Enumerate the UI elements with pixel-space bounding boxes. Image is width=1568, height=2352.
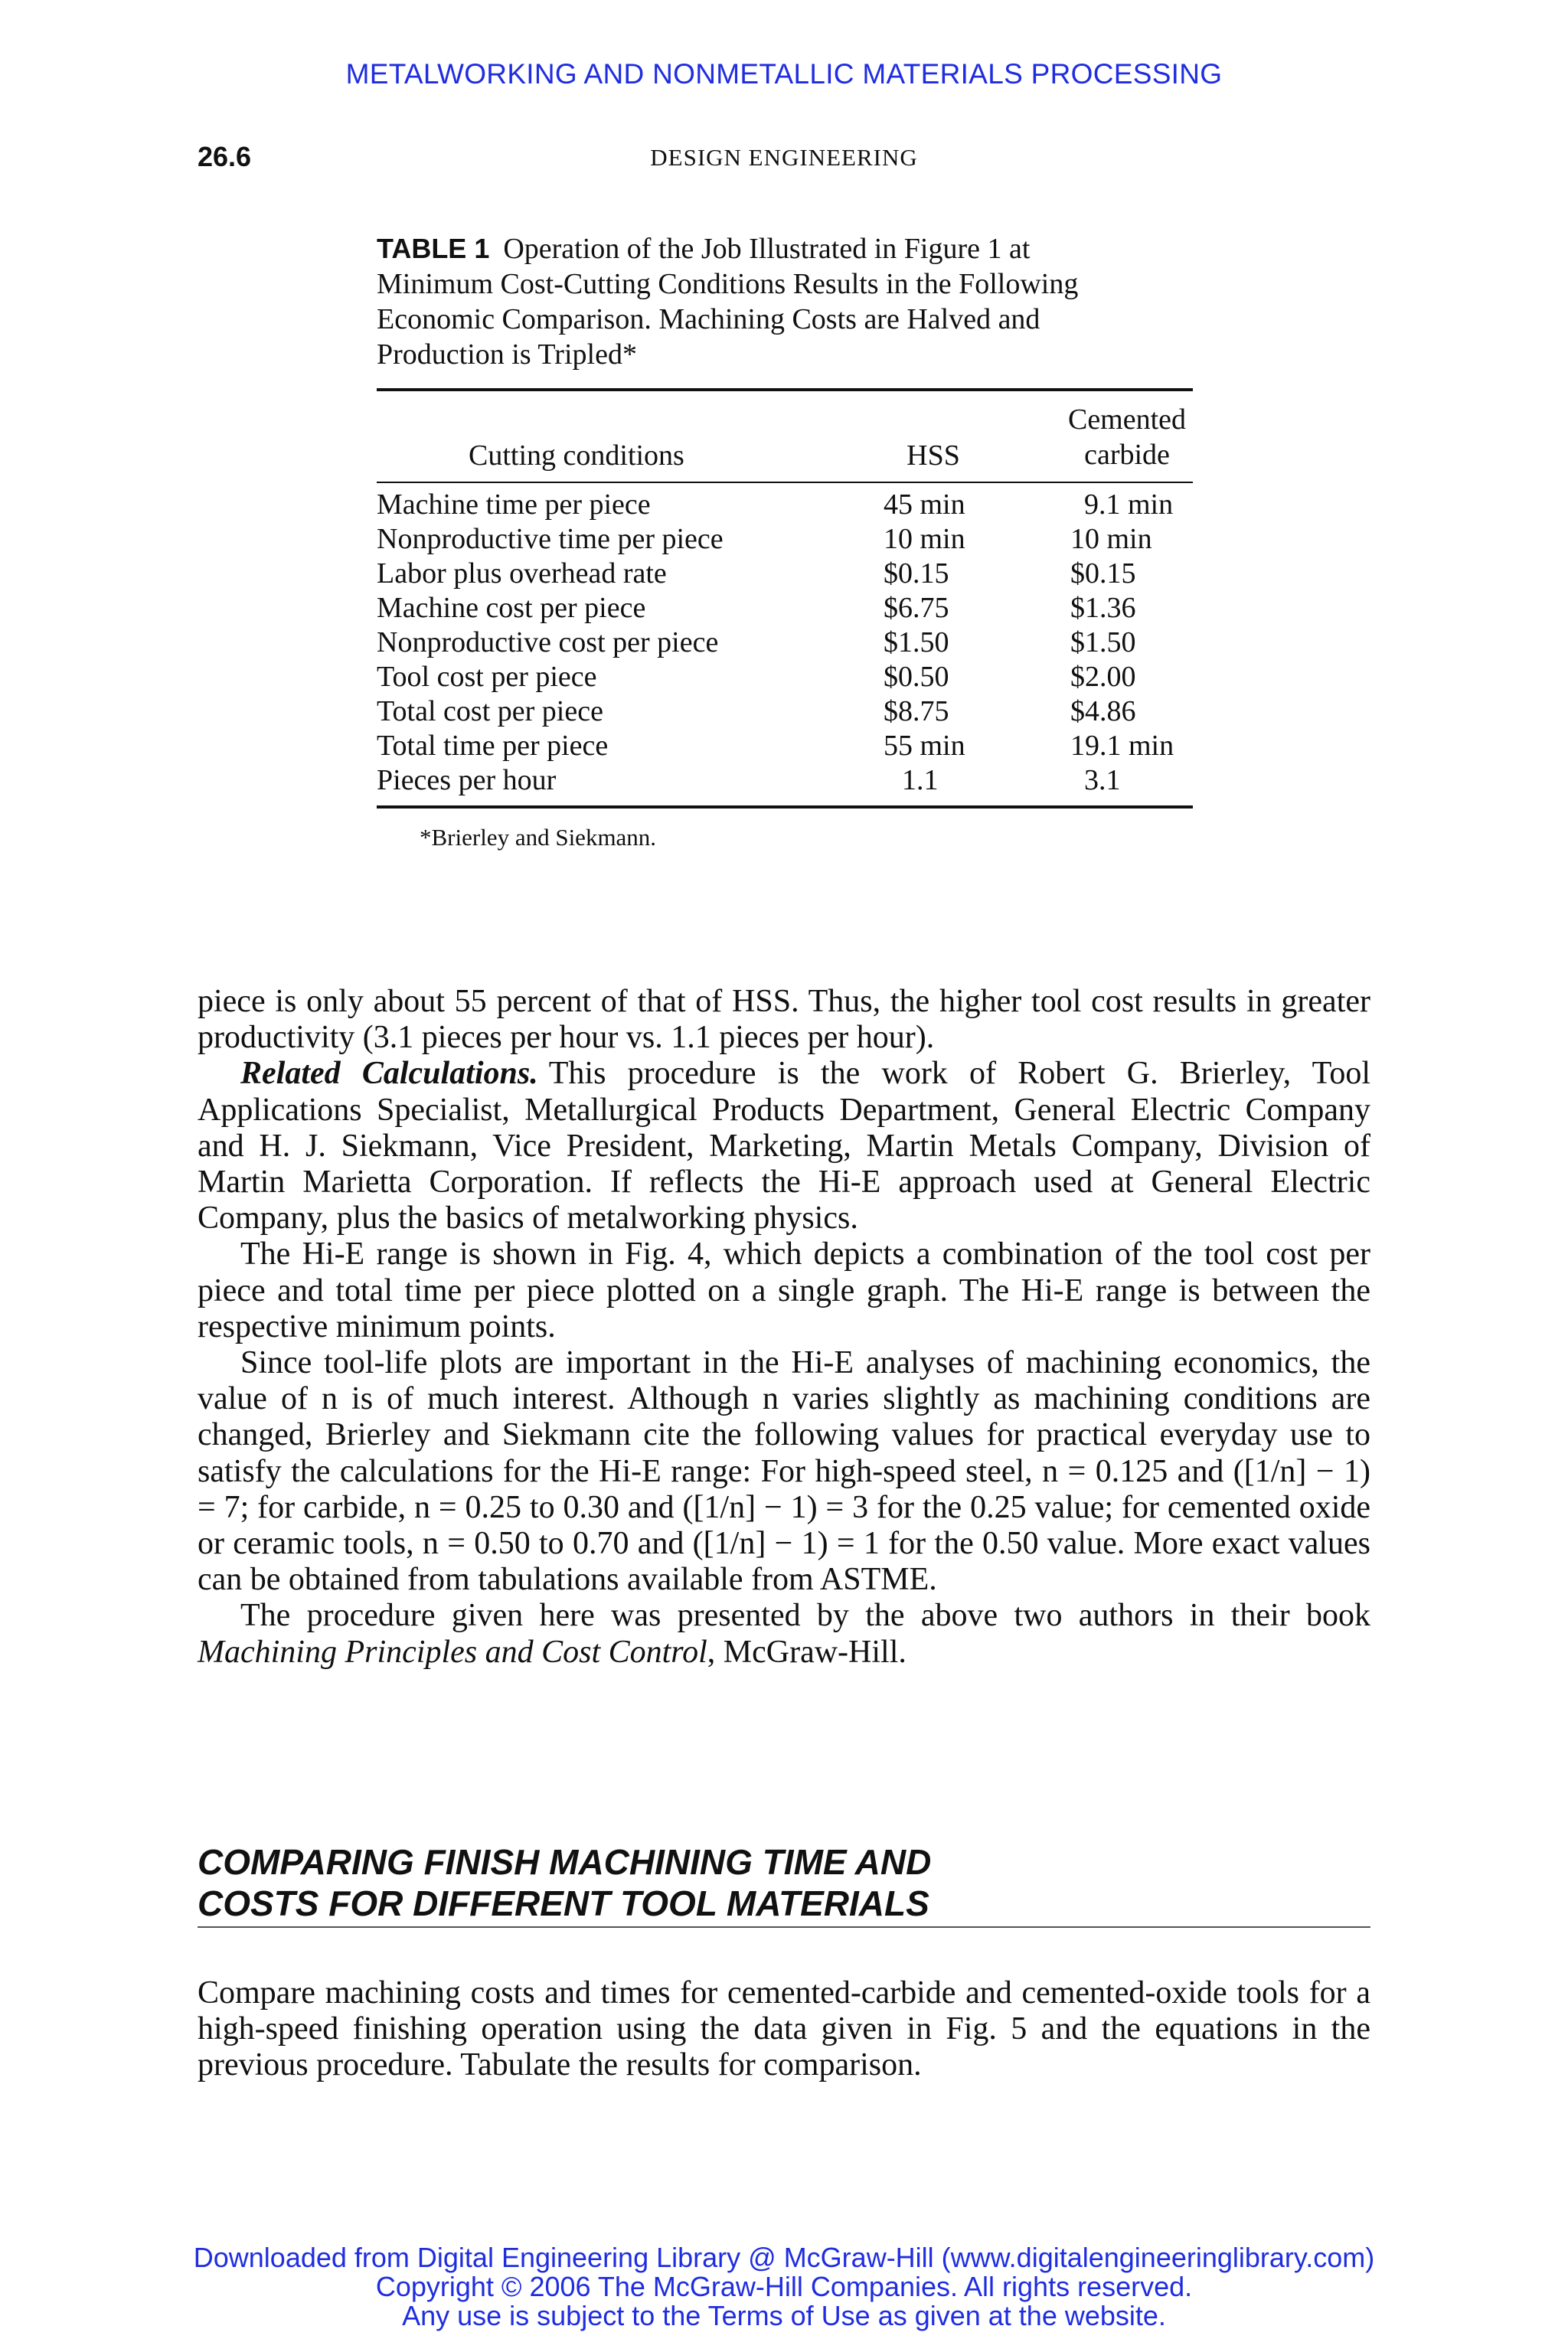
table-row bbox=[377, 763, 1193, 798]
download-footer bbox=[0, 2243, 1568, 2331]
cell-condition: Machine time per piece bbox=[377, 488, 651, 521]
cell-condition: Tool cost per piece bbox=[377, 661, 597, 693]
footer-line: Any use is subject to the Terms of Use as given at the website. bbox=[402, 2300, 1166, 2331]
table-label: TABLE 1 bbox=[377, 233, 490, 264]
section-heading bbox=[198, 1841, 931, 1924]
paragraph: Since tool-life plots are important in the Hi-E analyses of machining economics, the value of n is of much interest. Although n varies slightly as machining conditions are changed, Brierley and Siekmann cite the following values for practical everyday use to satisfy the calculations for the Hi-E range: For high-speed steel, n = 0.125 and ([1/n] − 1) = 7; for carbide, n = 0.25 to 0.30 and ([1/n] − 1) = 3 for the 0.25 value; for cemented oxide or ceramic tools, n = 0.50 to 0.70 and ([1/n] − 1) = 1 for the 0.50 value. More exact values can be obtained from tabulations available from ASTME. bbox=[198, 1345, 1370, 1598]
table-row bbox=[377, 729, 1193, 763]
run-in-heading: Related Calculations. bbox=[240, 1056, 538, 1092]
table-row bbox=[377, 591, 1193, 626]
cell-cemented: 19.1 min bbox=[1070, 730, 1174, 762]
running-head: DESIGN ENGINEERING bbox=[650, 144, 918, 171]
cell-hss: 55 min bbox=[884, 730, 965, 762]
cell-cemented: 3.1 bbox=[1084, 764, 1121, 796]
column-header-conditions: Cutting conditions bbox=[469, 439, 684, 472]
table-footnote: *Brierley and Siekmann. bbox=[420, 824, 657, 851]
table-row bbox=[377, 557, 1193, 591]
paragraph bbox=[198, 1598, 1370, 1670]
table-row bbox=[377, 488, 1193, 522]
cell-hss: $8.75 bbox=[884, 695, 949, 727]
section-intro: Compare machining costs and times for cemented-carbide and cemented-oxide tools for a high-speed finishing operation using the data given in Fig. 5 and the equations in the previous procedure. Tabulate the results for comparison. bbox=[198, 1975, 1370, 2083]
cell-cemented: 10 min bbox=[1070, 523, 1152, 555]
cell-hss: $0.50 bbox=[884, 661, 949, 693]
table-body bbox=[377, 483, 1193, 805]
cell-cemented: $0.15 bbox=[1070, 557, 1136, 590]
column-header-cemented-line2: carbide bbox=[1084, 439, 1170, 471]
cell-hss: 1.1 bbox=[902, 764, 939, 796]
table-row bbox=[377, 522, 1193, 557]
paragraph-text: The procedure given here was presented by the above two authors in their book bbox=[240, 1598, 1370, 1634]
paragraph-text: , McGraw-Hill. bbox=[707, 1634, 906, 1670]
paragraph: The Hi-E range is shown in Fig. 4, which depicts a combination of the tool cost per piece and total time per piece plotted on a single graph. The Hi-E range is between the respective minimum points. bbox=[198, 1236, 1370, 1344]
cell-cemented: $4.86 bbox=[1070, 695, 1136, 727]
cell-condition: Labor plus overhead rate bbox=[377, 557, 667, 590]
table-caption-text: Operation of the Job Illustrated in Figure 1 at bbox=[503, 233, 1031, 265]
cell-condition: Nonproductive cost per piece bbox=[377, 626, 719, 658]
cell-hss: 45 min bbox=[884, 488, 965, 521]
cell-cemented: 9.1 min bbox=[1084, 488, 1174, 521]
table-caption-line: Production is Tripled* bbox=[377, 338, 637, 371]
table-bottom-rule bbox=[377, 805, 1193, 808]
table-header-row bbox=[377, 391, 1193, 482]
table-row bbox=[377, 660, 1193, 694]
section-heading-line: COSTS FOR DIFFERENT TOOL MATERIALS bbox=[198, 1883, 929, 1923]
cell-condition: Pieces per hour bbox=[377, 764, 557, 796]
column-header-cemented-carbide bbox=[1050, 402, 1204, 472]
cell-hss: $1.50 bbox=[884, 626, 949, 658]
paragraph bbox=[198, 1056, 1370, 1236]
paragraph: piece is only about 55 percent of that of HSS. Thus, the higher tool cost results in greater productivity (3.1 pieces per hour vs. 1.1 pieces per hour). bbox=[198, 984, 1370, 1056]
footer-line: Copyright © 2006 The McGraw-Hill Companies. All rights reserved. bbox=[375, 2271, 1193, 2302]
page-number: 26.6 bbox=[198, 141, 252, 172]
column-header-cemented-line1: Cemented bbox=[1067, 403, 1187, 436]
table-caption bbox=[377, 231, 1204, 372]
cell-cemented: $2.00 bbox=[1070, 661, 1136, 693]
cell-condition: Nonproductive time per piece bbox=[377, 523, 724, 555]
cell-condition: Total cost per piece bbox=[377, 695, 603, 727]
cell-hss: $6.75 bbox=[884, 592, 949, 624]
section-heading-line: COMPARING FINISH MACHINING TIME AND bbox=[198, 1842, 932, 1882]
table-caption-line bbox=[377, 231, 1204, 266]
table-caption-line: Minimum Cost-Cutting Conditions Results in the Following bbox=[377, 268, 1079, 300]
table-row bbox=[377, 626, 1193, 660]
paragraph-text: This procedure is the work of Robert G. Brierley, Tool Applications Specialist, Metallurgical Products Department, General Electric Company and H. J. Siekmann, Vice President, Marketing, Martin Metals Company, Division of Martin Marietta Corporation. If reflects the Hi-E approach used at General Electric Company, plus the basics of metalworking physics. bbox=[198, 1056, 1370, 1236]
table-caption-line: Economic Comparison. Machining Costs are Halved and bbox=[377, 303, 1040, 335]
table-row bbox=[377, 694, 1193, 729]
cell-cemented: $1.36 bbox=[1070, 592, 1136, 624]
header-banner: METALWORKING AND NONMETALLIC MATERIALS PROCESSING bbox=[345, 58, 1223, 90]
cell-condition: Total time per piece bbox=[377, 730, 609, 762]
footer-line: Downloaded from Digital Engineering Library @ McGraw-Hill (www.digitalengineeringlibrary.com) bbox=[193, 2242, 1375, 2273]
column-header-hss: HSS bbox=[906, 439, 960, 472]
cell-cemented: $1.50 bbox=[1070, 626, 1136, 658]
book-title: Machining Principles and Cost Control bbox=[198, 1634, 707, 1670]
data-table bbox=[377, 388, 1193, 808]
cell-hss: $0.15 bbox=[884, 557, 949, 590]
cell-condition: Machine cost per piece bbox=[377, 592, 646, 624]
section-rule bbox=[198, 1926, 1370, 1928]
body-text bbox=[198, 984, 1370, 1671]
cell-hss: 10 min bbox=[884, 523, 965, 555]
